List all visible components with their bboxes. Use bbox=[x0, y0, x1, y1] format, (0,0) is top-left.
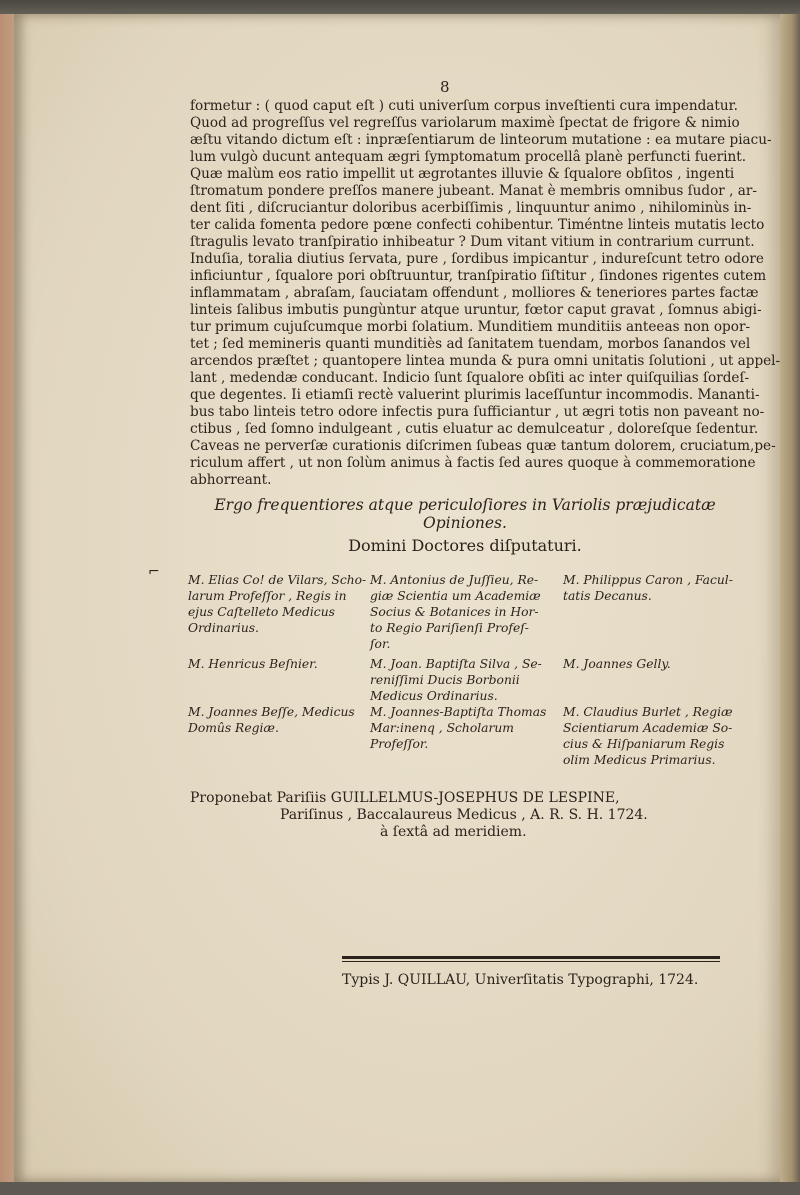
proponent-line: Pariſinus , Baccalaureus Medicus , A. R. S. H. 1724. bbox=[280, 807, 648, 823]
doctor-entry bbox=[563, 656, 671, 672]
doctor-entry bbox=[563, 572, 733, 604]
body-line: lum vulgò ducunt antequam ægri ſymptomatum procellâ planè perfuncti fuerint. bbox=[190, 149, 747, 165]
doctor-entry bbox=[370, 704, 546, 752]
doctor-entry bbox=[370, 572, 541, 652]
doctor-line: M. Henricus Beſnier. bbox=[188, 657, 318, 671]
body-line: Quæ malùm eos ratio impellit ut ægrotantes illuvie & ſqualore obſitos , ingenti bbox=[190, 166, 735, 182]
body-line: ſtromatum pondere preſſos manere jubeant. Manat è membris omnibus ſudor , ar- bbox=[190, 183, 757, 199]
proponent-block bbox=[190, 790, 730, 841]
body-line: Induſia, toralia diutius ſervata, pure , ſordibus impicantur , indureſcunt tetro odore bbox=[190, 251, 764, 267]
body-line: que degentes. Ii etiamſi rectè valuerint plurimis laceſſuntur incommodis. Mananti- bbox=[190, 387, 760, 403]
divider-rule bbox=[342, 956, 720, 959]
doctor-line: Domûs Regiæ. bbox=[188, 721, 279, 735]
doctor-entry bbox=[188, 704, 355, 736]
body-line: tur primum cujuſcumque morbi ſolatium. Munditiem munditiis anteeas non opor- bbox=[190, 319, 751, 335]
body-line: Quod ad progreſſus vel regreſſus variolarum maximè ſpectat de frigore & nimio bbox=[190, 115, 740, 131]
doctor-line: cius & Hiſpaniarum Regis bbox=[563, 737, 725, 751]
doctor-line: tatis Decanus. bbox=[563, 589, 652, 603]
body-line: ſtragulis levato tranſpiratio inhibeatur ? Dum vitant vitium in contrarium currunt. bbox=[190, 234, 755, 250]
doctor-line: giæ Scientia um Academiæ bbox=[370, 589, 541, 603]
doctors-heading: Domini Doctores diſputaturi. bbox=[348, 536, 582, 555]
doctor-entry bbox=[370, 656, 542, 704]
doctor-line: reniſſimi Ducis Borbonii bbox=[370, 673, 520, 687]
page-edge bbox=[780, 14, 800, 1182]
body-line: ter calida fomenta pedore pœne confecti cohibentur. Timéntne linteis mutatis lecto bbox=[190, 217, 765, 233]
doctor-entry bbox=[563, 704, 733, 768]
doctor-line: M. Antonius de Juſſieu, Re- bbox=[370, 573, 539, 587]
divider-rule-thin bbox=[342, 961, 720, 962]
doctor-line: ejus Caſtelleto Medicus bbox=[188, 605, 335, 619]
thesis-conclusion: Ergo frequentiores atque periculoſiores in Variolis præjudicatæ Opiniones. bbox=[214, 496, 716, 532]
doctor-line: M. Joannes Gelly. bbox=[563, 657, 671, 671]
body-line: Caveas ne perverſæ curationis diſcrimen ſubeas quæ tantum dolorem, cruciatum,pe- bbox=[190, 438, 776, 454]
body-line: linteis ſalibus imbutis pungùntur atque uruntur, fœtor caput gravat , ſomnus abigi- bbox=[190, 302, 762, 318]
doctor-line: olim Medicus Primarius. bbox=[563, 753, 716, 767]
doctor-line: M. Philippus Caron , Facul- bbox=[563, 573, 733, 587]
body-line: lant , medendæ conducant. Indicio ſunt ſqualore obſiti ac inter quiſquilias ſordeſ- bbox=[190, 370, 750, 386]
body-line: dent ſiti , diſcruciantur doloribus acerbiſſimis , linquuntur animo , nihilominùs in- bbox=[190, 200, 752, 216]
proponent-line: Proponebat Pariſiis GUILLELMUS-JOSEPHUS DE LESPINE, bbox=[190, 790, 620, 806]
body-line: bus tabo linteis tetro odore infectis pura ſufficiantur , ut ægri totis non paveant no- bbox=[190, 404, 765, 420]
doctor-line: Medicus Ordinarius. bbox=[370, 689, 498, 703]
body-line: æſtu vitando dictum eſt : inpræſentiarum de linteorum mutatione : ea mutare piacu- bbox=[190, 132, 772, 148]
doctor-line: Profeſſor. bbox=[370, 737, 429, 751]
body-line: tet ; ſed memineris quanti munditiès ad ſanitatem tuendam, morbos ſanandos vel bbox=[190, 336, 751, 352]
doctor-line: Ordinarius. bbox=[188, 621, 259, 635]
body-line: formetur : ( quod caput eſt ) cuti univerſum corpus inveſtienti cura impendatur. bbox=[190, 98, 738, 114]
printer-imprint: Typis J. QUILLAU, Univerſitatis Typographi, 1724. bbox=[342, 972, 699, 988]
body-paragraph bbox=[190, 98, 781, 489]
doctor-line: M. Joannes Beſſe, Medicus bbox=[188, 705, 355, 719]
doctor-entry bbox=[188, 572, 366, 636]
margin-mark: ⌐ bbox=[148, 564, 160, 580]
doctor-line: ſor. bbox=[370, 637, 391, 651]
doctor-line: M. Elias Co! de Vilars, Scho- bbox=[188, 573, 367, 587]
body-line: riculum affert , ut non ſolùm animus à factis ſed aures quoque à commemoratione bbox=[190, 455, 756, 471]
body-line: arcendos præſtet ; quantopere lintea munda & pura omni unitatis ſolutioni , ut appel- bbox=[190, 353, 781, 369]
page-number: 8 bbox=[440, 78, 450, 96]
doctor-line: Socius & Botanices in Hor- bbox=[370, 605, 539, 619]
doctor-line: M. Joan. Baptiſta Silva , Se- bbox=[370, 657, 542, 671]
doctor-line: larum Profeſſor , Regis in bbox=[188, 589, 347, 603]
doctor-line: M. Joannes-Baptiſta Thomas bbox=[370, 705, 547, 719]
doctor-line: Mar:inenq , Scholarum bbox=[370, 721, 514, 735]
doctor-line: to Regio Pariſienſi Profeſ- bbox=[370, 621, 529, 635]
proponent-line: à ſextâ ad meridiem. bbox=[380, 824, 527, 840]
doctor-entry bbox=[188, 656, 318, 672]
body-line: abhorreant. bbox=[190, 472, 272, 488]
doctor-line: M. Claudius Burlet , Regiæ bbox=[563, 705, 733, 719]
doctor-line: Scientiarum Academiæ So- bbox=[563, 721, 733, 735]
body-line: inficiuntur , ſqualore pori obſtruuntur, tranſpiratio ſiſtitur , ſindones rigentes cutem bbox=[190, 268, 767, 284]
body-line: ctibus , ſed ſomno indulgeant , cutis eluatur ac demulceatur , doloreſque ſedentur. bbox=[190, 421, 759, 437]
body-line: inflammatam , abraſam, ſauciatam offendunt , molliores & teneriores partes factæ bbox=[190, 285, 759, 301]
